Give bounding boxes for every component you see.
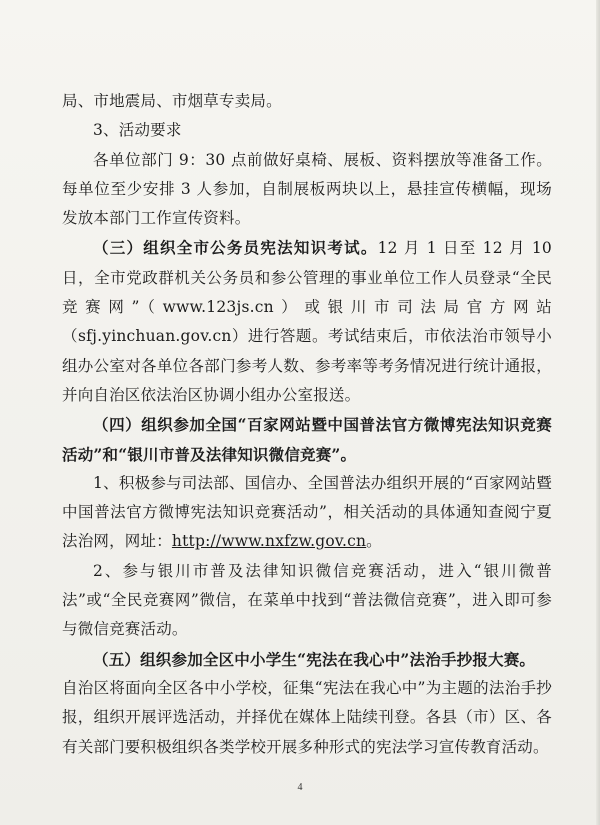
- nxfzw-link[interactable]: http://www.nxfzw.gov.cn: [171, 532, 367, 551]
- section-4-item-1: [62, 469, 552, 557]
- requirements-paragraph: 各单位部门 9：30 点前做好桌椅、展板、资料摆放等准备工作。每单位至少安排 3 人参加，自制展板两块以上，悬挂宣传横幅，现场发放本部门工作宣传资料。: [62, 150, 552, 228]
- section-4-title: （四）组织参加全国“百家网站暨中国普法官方微博宪法知识竞赛活动”和“银川市普及法律知识微信竞赛”。: [62, 415, 552, 464]
- section-3-title: （三）组织全市公务员宪法知识考试。: [93, 238, 378, 258]
- page-edge-shadow: [596, 0, 600, 825]
- section-3-paragraph: [62, 233, 552, 410]
- section-4-item-2: 2、参与银川市普及法律知识微信竞赛活动，进入“银川微普法”或“全民竞赛网”微信，在菜单中找到“普法微信竞赛”，进入即可参与微信竞赛活动。: [62, 561, 552, 639]
- section-4-item-1-end: 。: [366, 532, 382, 551]
- section-4-item-1-text: 1、积极参与司法部、国信办、全国普法办组织开展的“百家网站暨中国普法官方微博宪法知识竞赛活动”，相关活动的具体通知查阅宁夏法治网，网址：: [62, 473, 552, 551]
- requirements-heading: 3、活动要求: [93, 121, 182, 140]
- section-5-title: （五）组织参加全区中小学生“宪法在我心中”法治手抄报大赛。: [93, 649, 536, 669]
- intro-line: 局、市地震局、市烟草专卖局。: [62, 92, 282, 110]
- page-number: 4: [297, 782, 303, 793]
- section-5-paragraph: 自治区将面向全区各中小学校，征集“宪法在我心中”为主题的法治手抄报，组织开展评选活动，并择优在媒体上陆续刊登。各县（市）区、各有关部门要积极组织各类学校开展多种形式的宪法学习宣传教育活动。: [62, 678, 552, 756]
- section-3-text: 12 月 1 日至 12 月 10 日，全市党政群机关公务员和参公管理的事业单位工作人员登录“全民竞赛网”（www.123js.cn）或银川市司法局官方网站（sfj.yinchuan.gov.cn）进行答题。考试结束后，市依法治市领导小组办公室对各单位各部门参考人数、参考率等考务情况进行统计通报，并向自治区依法治区协调小组办公室报送。: [62, 239, 552, 404]
- document-body: [62, 87, 552, 762]
